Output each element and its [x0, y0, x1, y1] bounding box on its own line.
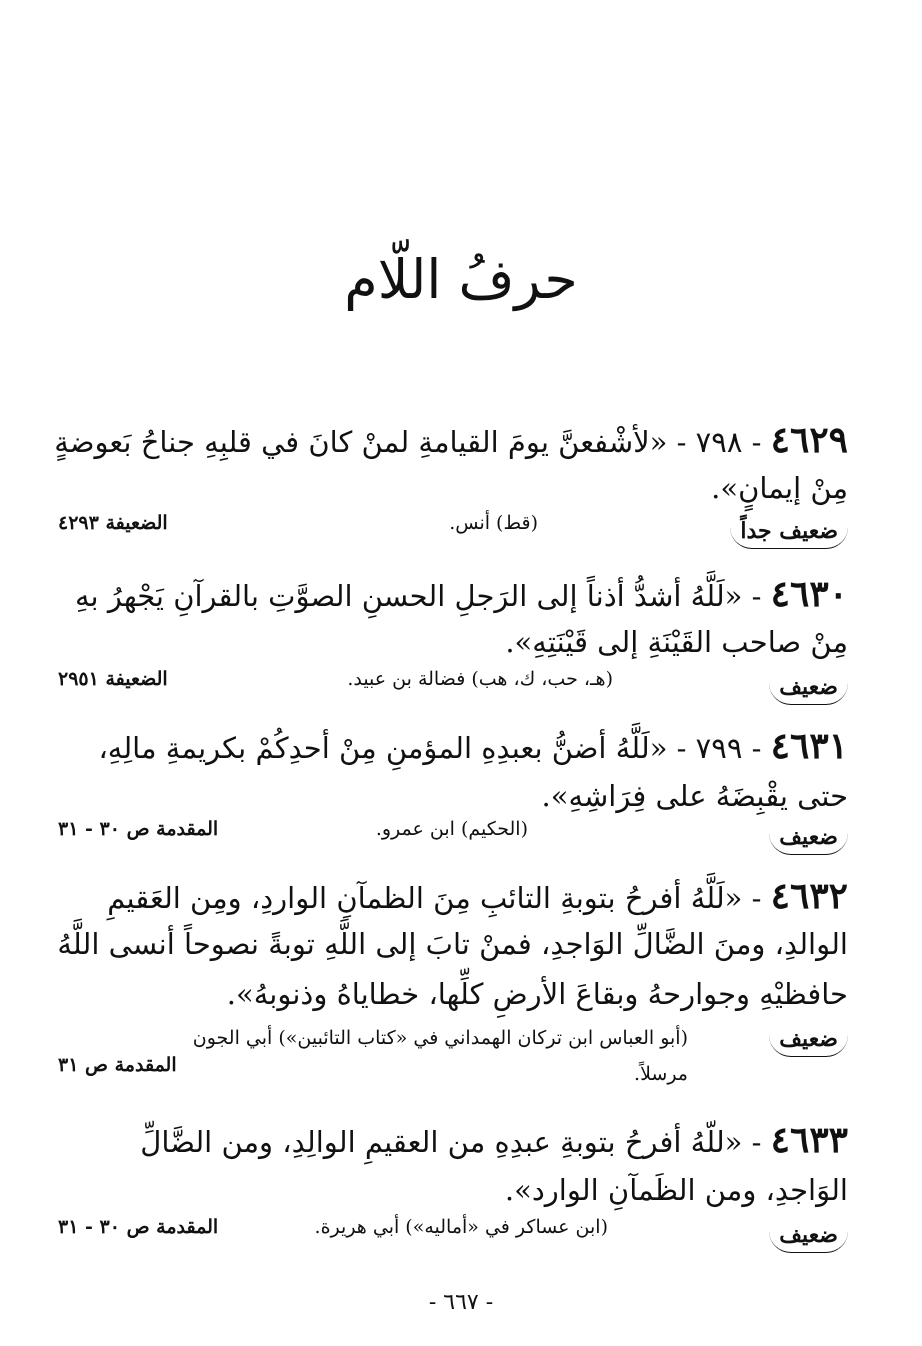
hadith-4631-line-2: حتى يقْبِضَهُ على فِرَاشِهِ».	[541, 779, 848, 813]
hadith-4629-line-2: مِنْ إيمانٍ».	[711, 471, 848, 505]
hadith-4629-line-1: ٤٦٢٩ - ٧٩٨ - «لأشْفعنَّ يومَ القيامةِ لمنْ كانَ في قلبِهِ جناحُ بَعوضةٍ	[54, 419, 848, 461]
hadith-4632-line-1: ٤٦٣٢ - «لَلَّهُ أفرحُ بتوبةِ التائبِ مِنَ الظمآنِ الواردِ، ومِن العَقيمِ	[107, 875, 848, 917]
grade-badge: ضعيف	[769, 674, 848, 705]
source-text: (قط) أنس.	[449, 512, 538, 534]
source-text: (ابن عساكر في «أماليه») أبي هريرة.	[314, 1216, 608, 1238]
hadith-4632-line-3: حافظيْهِ وجوارحهُ وبقاعَ الأرضِ كلِّها، خطاياهُ وذنوبهُ».	[226, 977, 848, 1011]
reference-text: المقدمة ص ٣٠ - ٣١	[58, 1216, 219, 1238]
hadith-number: ٤٦٣٠	[770, 573, 848, 615]
hadith-4629-meta	[58, 512, 848, 556]
source-text: (أبو العباس ابن تركان الهمداني في «كتاب التائبين») أبي الجون مرسلاً.	[192, 1027, 688, 1085]
hadith-4633-line-1: ٤٦٣٣ - «للّهُ أفرحُ بتوبةِ عبدِهِ من العقيمِ الوالِدِ، ومن الضَّالِّ	[140, 1119, 848, 1161]
reference-text: الضعيفة ٤٢٩٣	[58, 512, 168, 534]
grade-badge: ضعيف	[769, 1026, 848, 1057]
reference-text: الضعيفة ٢٩٥١	[58, 668, 168, 690]
page-number: - ٦٦٧ -	[428, 1290, 494, 1315]
hadith-4630-line-2: مِنْ صاحب القَيْنَةِ إلى قَيْنَتِهِ».	[505, 625, 848, 659]
chapter-title: حرفُ اللّام	[344, 248, 578, 311]
hadith-4631-line-1: ٤٦٣١ - ٧٩٩ - «لَلَّهُ أضنُّ بعبدِهِ المؤمنِ مِنْ أحدِكُمْ بكريمةِ مالِهِ،	[98, 725, 848, 767]
grade-badge: ضعيف	[769, 824, 848, 855]
hadith-number: ٤٦٣٢	[770, 875, 848, 917]
hadith-4630-meta	[58, 668, 848, 712]
hadith-4632-meta	[58, 1020, 848, 1092]
hadith-4630-line-1: ٤٦٣٠ - «لَلَّهُ أشدُّ أذناً إلى الرَجلِ الحسنِ الصوَّتِ بالقرآنِ يَجْهرُ بهِ	[74, 573, 848, 615]
hadith-4632-line-2: الوالدِ، ومنَ الضَّالِّ الوَاجدِ، فمنْ تابَ إلى اللَّهِ توبةً نصوحاً أنسى اللَّهُ	[57, 927, 848, 961]
hadith-4633-line-2: الوَاجدِ، ومن الظَمآنِ الوارد».	[504, 1173, 848, 1207]
reference-text: المقدمة ص ٣٠ - ٣١	[58, 818, 219, 840]
reference-text: المقدمة ص ٣١	[58, 1054, 177, 1076]
source-text: (الحكيم) ابن عمرو.	[375, 818, 528, 840]
hadith-4633-meta	[58, 1216, 848, 1260]
grade-badge: ضعيف	[769, 1222, 848, 1253]
grade-badge: ضعيف جداً	[730, 518, 848, 549]
hadith-number: ٤٦٣١	[770, 725, 848, 767]
hadith-4631-meta	[58, 818, 848, 862]
source-text: (هـ، حب، ك، هب) فضالة بن عبيد.	[347, 668, 613, 690]
hadith-number: ٤٦٣٣	[770, 1119, 848, 1161]
hadith-number: ٤٦٢٩	[770, 419, 848, 461]
